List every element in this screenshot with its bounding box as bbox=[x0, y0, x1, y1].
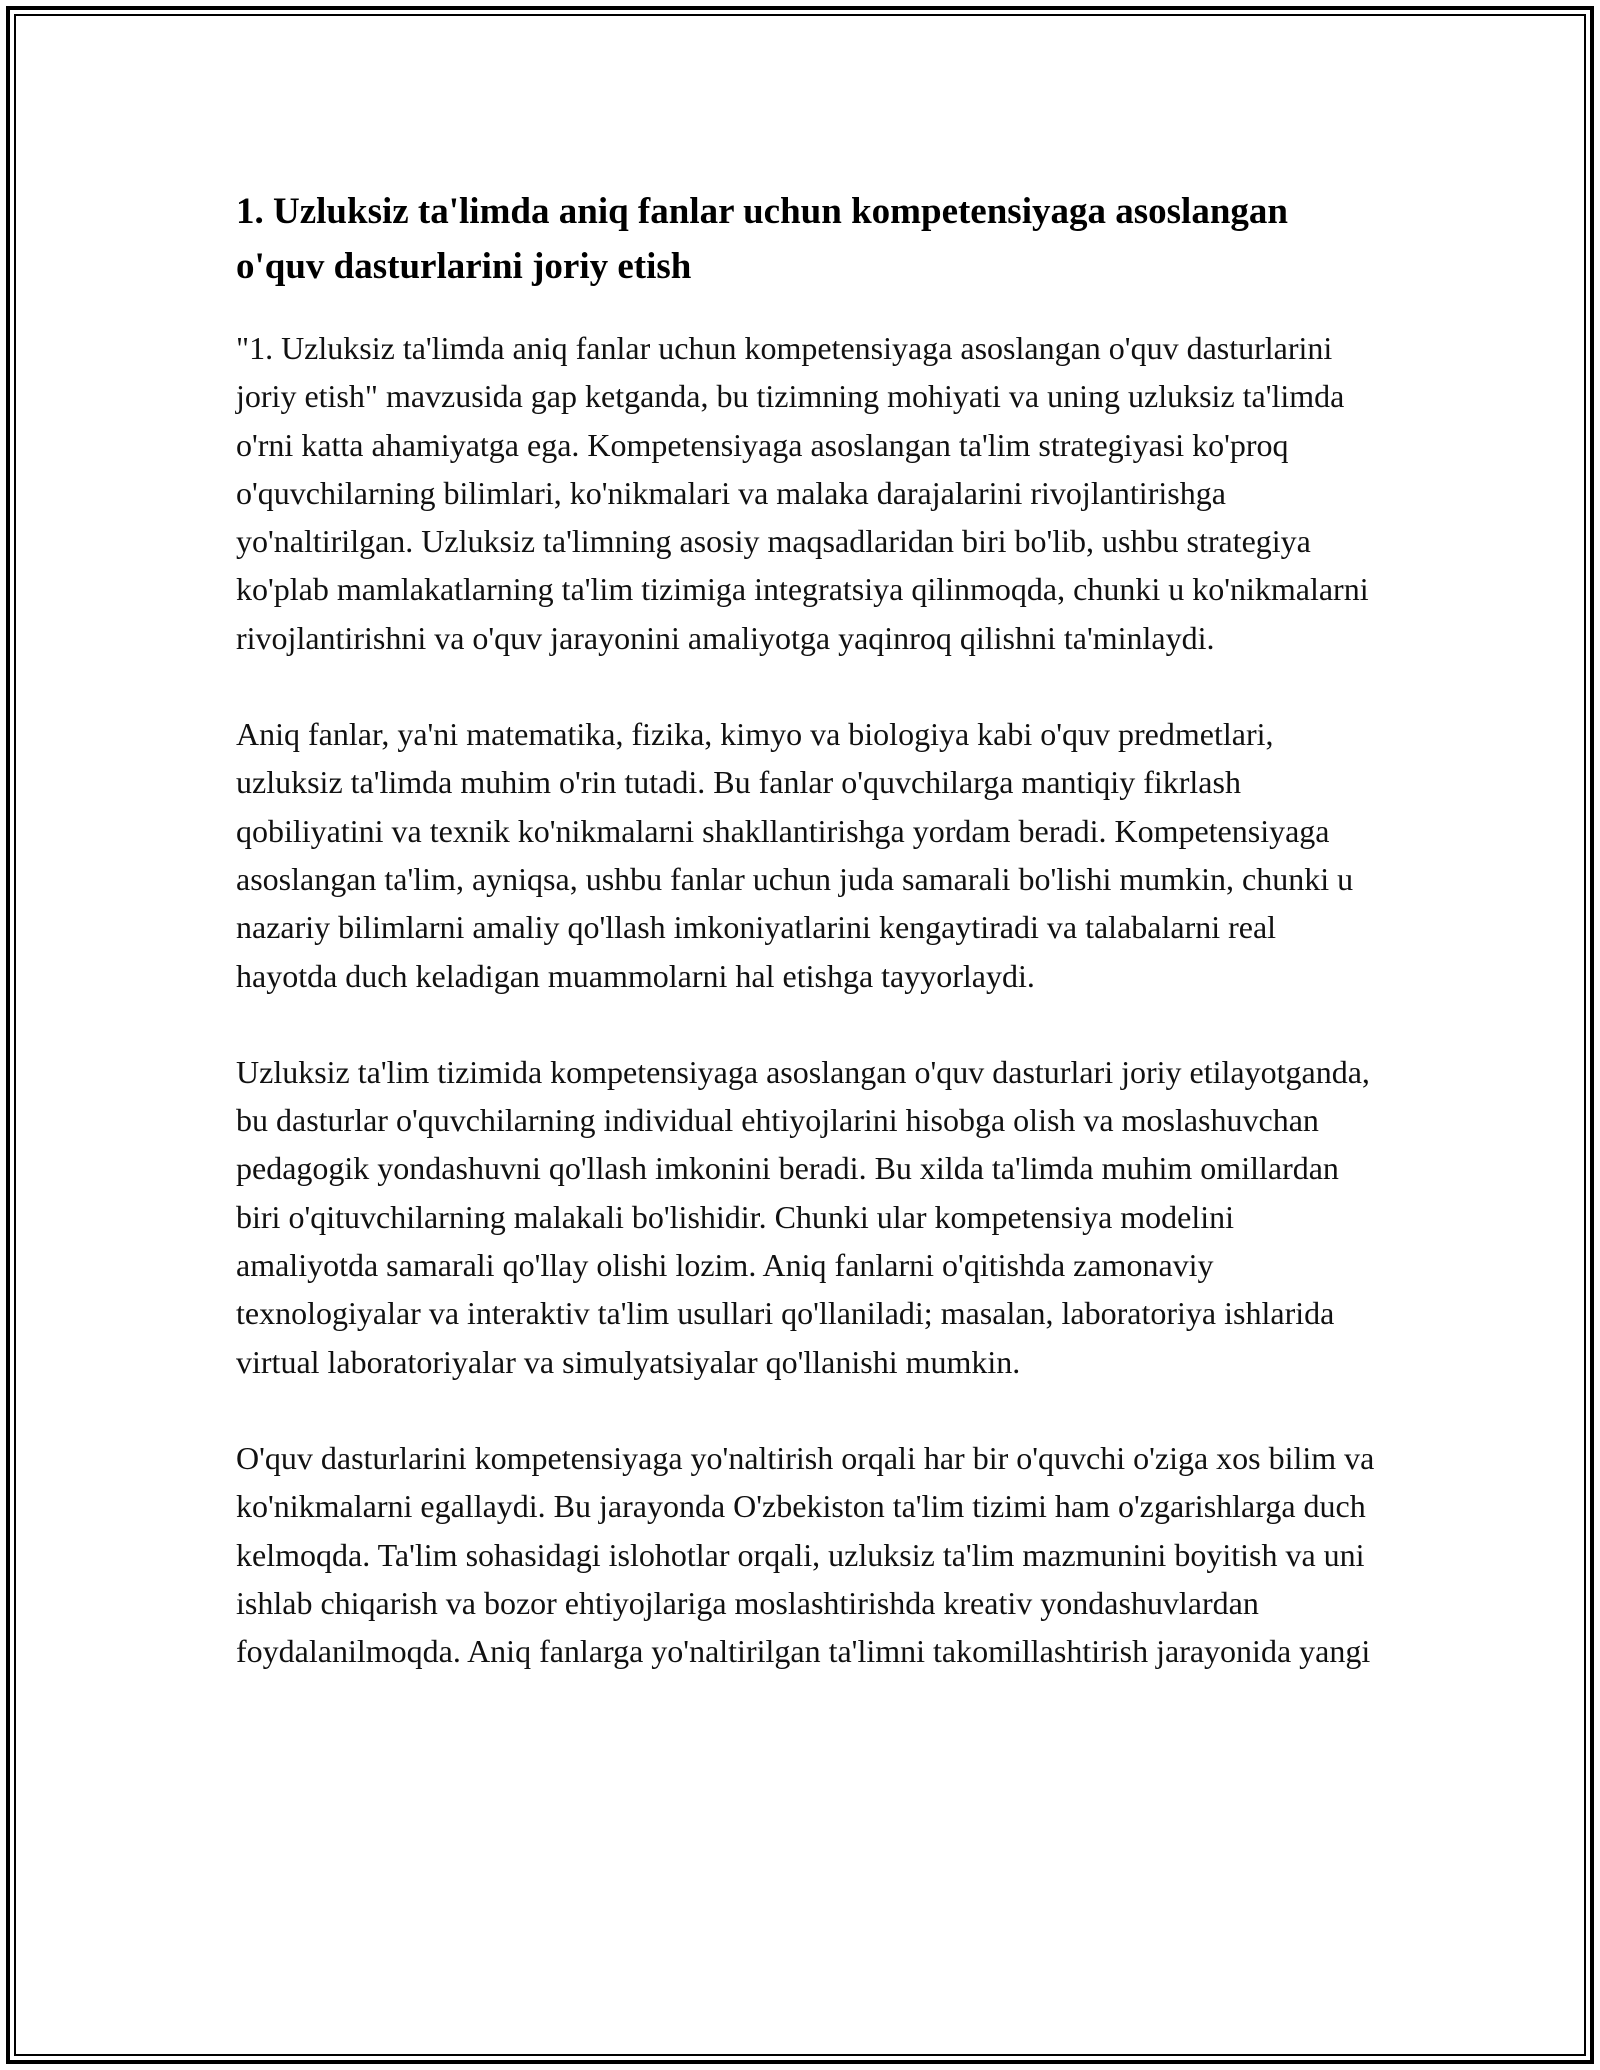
paragraph-1: "1. Uzluksiz ta'limda aniq fanlar uchun kompetensiyaga asoslangan o'quv dasturlarini joriy etish" mavzusida gap ketganda, bu tizimning mohiyati va uning uzluksiz ta'limda o'rni katta ahamiyatga ega. Kompetensiyaga asoslangan ta'lim strategiyasi ko'proq o'quvchilarning bilimlari, ko'nikmalari va malaka darajalarini rivojlantirishga yo'naltirilgan. Uzluksiz ta'limning asosiy maqsadlaridan biri bo'lib, ushbu strategiya ko'plab mamlakatlarning ta'lim tizimiga integratsiya qilinmoqda, chunki u ko'nikmalarni rivojlantirishni va o'quv jarayonini amaliyotga yaqinroq qilishni ta'minlaydi. bbox=[236, 330, 1369, 656]
paragraph-2: Aniq fanlar, ya'ni matematika, fizika, kimyo va biologiya kabi o'quv predmetlari, uzluksiz ta'limda muhim o'rin tutadi. Bu fanlar o'quvchilarga mantiqiy fikrlash qobiliyatini va texnik ko'nikmalarni shakllantirishga yordam beradi. Kompetensiyaga asoslangan ta'lim, ayniqsa, ushbu fanlar uchun juda samarali bo'lishi mumkin, chunki u nazariy bilimlarni amaliy qo'llash imkoniyatlarini kengaytiradi va talabalarni real hayotda duch keladigan muammolarni hal etishga tayyorlaydi. bbox=[236, 716, 1354, 994]
paragraph-4: O'quv dasturlarini kompetensiyaga yo'naltirish orqali har bir o'quvchi o'ziga xos bilim va ko'nikmalarni egallaydi. Bu jarayonda O'zbekiston ta'lim tizimi ham o'zgarishlarga duch kelmoqda. Ta'lim sohasidagi islohotlar orqali, uzluksiz ta'lim mazmunini boyitish va uni ishlab chiqarish va bozor ehtiyojlariga moslashtirishda kreativ yondashuvlardan foydalanilmoqda. Aniq fanlarga yo'naltirilgan ta'limni takomillashtirish jarayonida yangi bbox=[236, 1439, 1375, 1670]
paragraph-3: Uzluksiz ta'lim tizimida kompetensiyaga asoslangan o'quv dasturlari joriy etilayotganda, bu dasturlar o'quvchilarning individual ehtiyojlarini hisobga olish va moslashuvchan pedagogik yondashuvni qo'llash imkonini beradi. Bu xilda ta'limda muhim omillardan biri o'qituvchilarning malakali bo'lishidir. Chunki ular kompetensiya modelini amaliyotda samarali qo'llay olishi lozim. Aniq fanlarni o'qitishda zamonaviy texnologiyalar va interaktiv ta'lim usullari qo'llaniladi; masalan, laboratoriya ishlarida virtual laboratoriyalar va simulyatsiyalar qo'llanishi mumkin. bbox=[236, 1053, 1370, 1380]
document-body bbox=[236, 184, 1376, 1723]
section-heading: 1. Uzluksiz ta'limda aniq fanlar uchun kompetensiyaga asoslangan o'quv dasturlarini joriy etish bbox=[236, 191, 1288, 287]
